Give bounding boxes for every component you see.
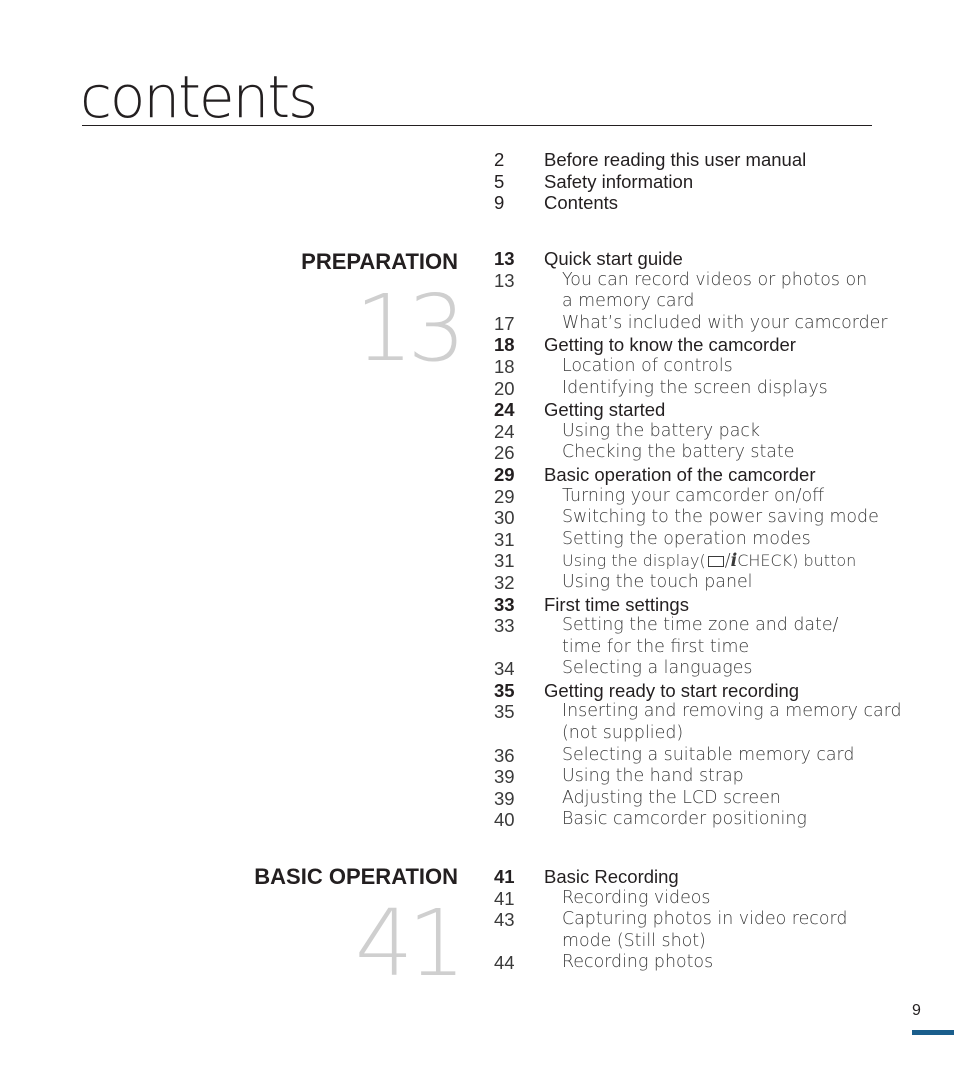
page-number: 9	[912, 1002, 921, 1019]
toc-entry-title	[562, 550, 856, 573]
toc-entry-title: Adjusting the LCD screen	[562, 787, 781, 808]
toc-page-number: 24	[494, 420, 515, 442]
toc-entry[interactable]	[494, 550, 894, 572]
toc-page-number: 39	[494, 766, 515, 788]
toc-entry[interactable]	[494, 149, 894, 171]
page-title: contents	[80, 63, 317, 131]
toc-entry[interactable]	[494, 615, 894, 637]
toc-list-basic-operation	[494, 866, 894, 974]
toc-page-number: 18	[494, 334, 515, 356]
toc-entry-title: Quick start guide	[544, 248, 683, 269]
section-heading-preparation: PREPARATION	[301, 249, 458, 274]
toc-entry[interactable]	[494, 888, 894, 910]
toc-entry-title: Recording photos	[562, 952, 714, 973]
toc-page-number: 18	[494, 355, 515, 377]
toc-entry[interactable]	[494, 788, 894, 810]
toc-entry-title: Checking the battery state	[562, 442, 795, 463]
toc-entry-title: Using the hand strap	[562, 766, 744, 787]
toc-entry[interactable]	[494, 766, 894, 788]
toc-page-number: 13	[494, 248, 515, 269]
display-icon	[708, 556, 724, 567]
toc-entry-title: First time settings	[544, 593, 689, 615]
toc-page-number: 31	[494, 528, 515, 550]
toc-entry[interactable]	[494, 334, 894, 356]
toc-entry[interactable]	[494, 507, 894, 529]
toc-page-number: 32	[494, 571, 515, 593]
toc-page-number: 36	[494, 744, 515, 766]
toc-entry[interactable]	[494, 171, 894, 193]
toc-page-number: 24	[494, 399, 515, 421]
title-rule	[82, 125, 872, 126]
toc-entry-title: Before reading this user manual	[544, 149, 807, 170]
page-number-bar	[912, 1030, 954, 1035]
toc-entry-title: Getting ready to start recording	[544, 679, 800, 701]
toc-page-number: 40	[494, 809, 515, 831]
toc-entry-title: Getting started	[544, 399, 666, 421]
toc-entry-title: Basic Recording	[544, 866, 679, 887]
toc-page-number: 13	[494, 269, 515, 291]
toc-entry[interactable]	[494, 399, 894, 421]
toc-page-number: 9	[494, 192, 505, 214]
toc-page-number: 41	[494, 866, 515, 887]
toc-entry-title: Capturing photos in video record	[562, 909, 848, 930]
toc-entry-title-part: CHECK) button	[737, 551, 857, 571]
toc-entry[interactable]	[494, 378, 894, 400]
toc-entry-title: You can record videos or photos on	[562, 269, 868, 290]
toc-entry-title: What’s included with your camcorder	[562, 312, 888, 333]
toc-entry[interactable]	[494, 701, 902, 723]
toc-entry-title: Using the battery pack	[562, 420, 761, 441]
toc-entry[interactable]	[494, 270, 894, 292]
toc-page-number: 29	[494, 463, 515, 485]
toc-entry-title: (not supplied)	[562, 723, 684, 744]
icheck-i-icon: i	[730, 551, 738, 572]
toc-entry[interactable]	[494, 809, 894, 831]
toc-page-number: 33	[494, 593, 515, 615]
toc-entry[interactable]	[494, 594, 894, 616]
section-number-basic-operation: 41	[354, 890, 460, 997]
toc-entry[interactable]	[494, 464, 894, 486]
toc-page-number: 44	[494, 952, 515, 974]
toc-entry-title: Switching to the power saving mode	[562, 507, 879, 528]
toc-page-number: 17	[494, 312, 515, 334]
toc-entry[interactable]	[494, 572, 894, 594]
toc-page-number: 35	[494, 701, 515, 723]
toc-page-number: 34	[494, 658, 515, 680]
toc-entry-title: Identifying the screen displays	[562, 377, 828, 398]
toc-entry[interactable]	[494, 680, 894, 702]
toc-entry-title-part: Using the display(	[562, 551, 706, 571]
toc-entry[interactable]	[494, 866, 894, 888]
toc-entry[interactable]	[494, 931, 894, 953]
toc-entry-title: Getting to know the camcorder	[544, 334, 796, 356]
toc-page-number: 20	[494, 377, 515, 399]
toc-page-number: 35	[494, 679, 515, 701]
toc-page-number: 39	[494, 787, 515, 809]
toc-page-number: 31	[494, 550, 515, 572]
toc-entry[interactable]	[494, 909, 894, 931]
toc-entry[interactable]	[494, 248, 894, 270]
toc-page-number: 26	[494, 442, 515, 464]
toc-list-preparation	[494, 248, 902, 831]
section-number-preparation: 13	[354, 275, 460, 382]
toc-entry-title: Safety information	[544, 170, 694, 192]
toc-entry-title: Location of controls	[562, 355, 733, 376]
toc-entry[interactable]	[494, 421, 894, 443]
toc-page-number: 43	[494, 909, 515, 931]
toc-entry-title: Inserting and removing a memory card	[562, 701, 902, 722]
toc-page-number: 5	[494, 170, 505, 192]
slash-separator: /	[724, 551, 731, 572]
toc-entry-title: Selecting a languages	[562, 658, 753, 679]
toc-entry[interactable]	[494, 723, 894, 745]
intro-list	[494, 149, 894, 214]
toc-page-number: 33	[494, 615, 515, 637]
toc-entry-title: time for the first time	[562, 636, 750, 657]
toc-entry-title: Setting the time zone and date/	[562, 615, 839, 636]
toc-entry[interactable]	[494, 291, 894, 313]
toc-entry[interactable]	[494, 529, 894, 551]
toc-entry[interactable]	[494, 192, 894, 214]
toc-entry-title: a memory card	[562, 291, 695, 312]
toc-entry-title: Using the touch panel	[562, 571, 753, 592]
toc-page-number: 2	[494, 149, 505, 170]
toc-entry-title: Turning your camcorder on/off	[562, 485, 825, 506]
toc-entry-title: mode (Still shot)	[562, 930, 706, 951]
toc-entry[interactable]	[494, 313, 894, 335]
toc-entry[interactable]	[494, 442, 894, 464]
toc-page-number: 30	[494, 507, 515, 529]
toc-entry-title: Basic operation of the camcorder	[544, 463, 816, 485]
toc-entry[interactable]	[494, 745, 894, 767]
toc-entry[interactable]	[494, 658, 894, 680]
toc-entry[interactable]	[494, 356, 894, 378]
toc-entry-title: Contents	[544, 192, 619, 214]
toc-entry-title: Basic camcorder positioning	[562, 809, 807, 830]
toc-entry[interactable]	[494, 637, 894, 659]
toc-entry-title: Recording videos	[562, 887, 711, 908]
toc-page-number: 29	[494, 485, 515, 507]
toc-page-number: 41	[494, 887, 515, 909]
toc-entry[interactable]	[494, 486, 894, 508]
toc-entry-title: Setting the operation modes	[562, 528, 811, 549]
toc-entry-title: Selecting a suitable memory card	[562, 744, 855, 765]
toc-entry[interactable]	[494, 952, 894, 974]
section-heading-basic-operation: BASIC OPERATION	[254, 864, 458, 889]
